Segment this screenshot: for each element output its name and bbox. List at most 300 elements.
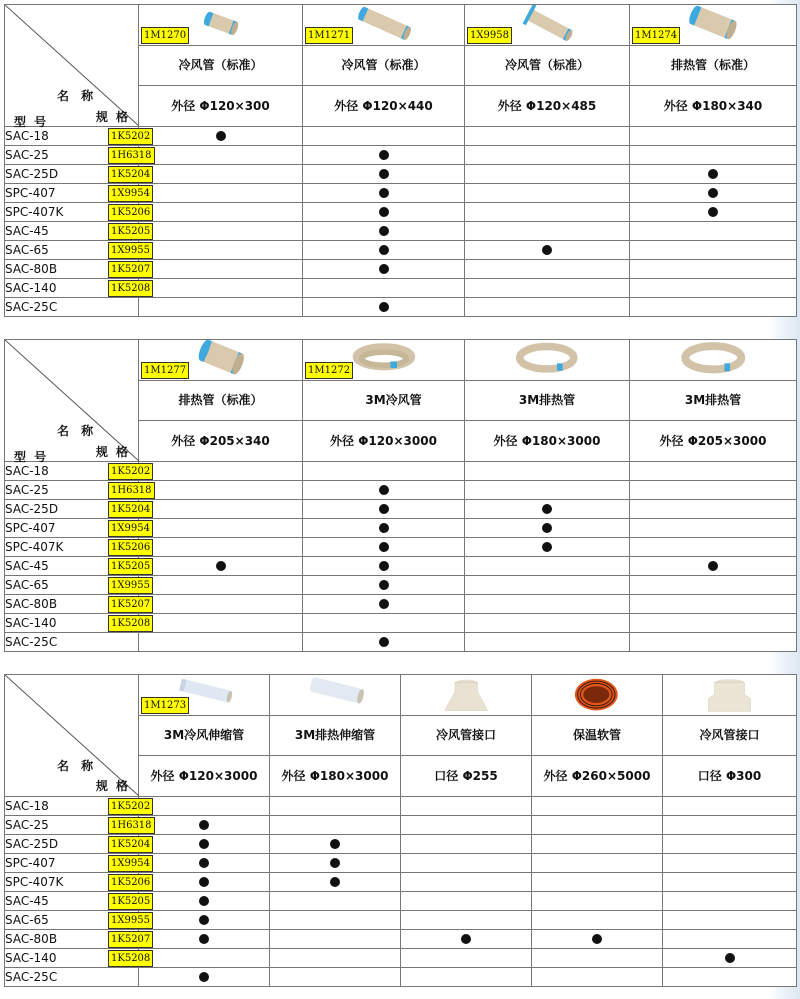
model-code: 1X9954: [108, 185, 153, 202]
model-name: SAC-25C: [5, 300, 58, 314]
name-label: 名 称: [57, 424, 98, 438]
compat-cell: [303, 127, 465, 146]
compat-cell: [139, 222, 303, 241]
product-name: 冷风管（标准）: [139, 45, 303, 86]
compat-cell: [663, 835, 797, 854]
compat-cell: [465, 595, 630, 614]
compat-cell: [465, 481, 630, 500]
name-label: 名 称: [57, 89, 98, 103]
compatible-dot-icon: [379, 169, 389, 179]
compat-cell: [270, 949, 401, 968]
compatible-dot-icon: [542, 523, 552, 533]
compat-cell: [630, 279, 797, 298]
compat-cell: [663, 816, 797, 835]
model-cell: [5, 576, 150, 595]
model-name: SAC-25D: [5, 502, 59, 516]
table-row: [5, 633, 797, 652]
compat-cell: [465, 279, 630, 298]
model-name: SAC-25C: [5, 970, 58, 984]
compatible-dot-icon: [379, 523, 389, 533]
model-cell: [5, 854, 150, 873]
compat-cell: [630, 260, 797, 279]
product-image-cell: [630, 5, 797, 46]
compat-cell: [401, 911, 532, 930]
compat-cell: [401, 816, 532, 835]
table-row: [5, 279, 797, 298]
model-name: SAC-45: [5, 224, 49, 238]
model-name: SAC-25D: [5, 167, 59, 181]
model-name: SPC-407K: [5, 205, 64, 219]
product-name: 冷风管（标准）: [303, 45, 465, 86]
insulated-flexible-hose-icon: [532, 675, 662, 715]
product-code: 1M1271: [305, 27, 353, 44]
product-name: 保温软管: [532, 715, 663, 756]
compat-cell: [630, 165, 797, 184]
compat-cell: [630, 222, 797, 241]
compat-cell: [401, 873, 532, 892]
compat-cell: [465, 127, 630, 146]
compatible-dot-icon: [379, 542, 389, 552]
compatible-dot-icon: [379, 580, 389, 590]
compat-cell: [303, 279, 465, 298]
model-code: 1X9955: [108, 912, 153, 929]
table-row: [5, 557, 797, 576]
model-name: SAC-25C: [5, 635, 58, 649]
model-name: SPC-407: [5, 521, 56, 535]
compatible-dot-icon: [379, 264, 389, 274]
product-image-cell: [270, 675, 401, 716]
product-name: 冷风管（标准）: [465, 45, 630, 86]
compat-cell: [270, 835, 401, 854]
table-row: [5, 873, 797, 892]
compat-cell: [532, 816, 663, 835]
model-code: 1K5206: [108, 874, 153, 891]
compatible-dot-icon: [725, 953, 735, 963]
model-code: 1K5204: [108, 836, 153, 853]
compat-cell: [532, 892, 663, 911]
compat-cell: [630, 203, 797, 222]
model-code: 1H6318: [108, 482, 155, 499]
table-row: [5, 854, 797, 873]
table-row: [5, 241, 797, 260]
model-cell: [5, 500, 151, 519]
compat-cell: [303, 184, 465, 203]
model-code: 1X9955: [108, 242, 153, 259]
compatible-dot-icon: [379, 637, 389, 647]
model-cell: [5, 481, 152, 500]
product-spec: 外径 Φ205×340: [139, 421, 303, 462]
product-image-cell: [139, 340, 303, 381]
model-name: SAC-18: [5, 799, 49, 813]
compat-cell: [303, 462, 465, 481]
model-name: SAC-25: [5, 818, 49, 832]
compat-cell: [139, 298, 303, 317]
compat-cell: [139, 595, 303, 614]
product-spec: 外径 Φ120×440: [303, 86, 465, 127]
compat-cell: [630, 184, 797, 203]
model-code: 1K5202: [108, 128, 153, 145]
compat-cell: [401, 797, 532, 816]
product-code: 1X9958: [467, 27, 512, 44]
model-code: 1K5202: [108, 798, 153, 815]
model-name: SPC-407K: [5, 540, 64, 554]
compat-cell: [139, 538, 303, 557]
compat-cell: [630, 146, 797, 165]
compatible-dot-icon: [379, 561, 389, 571]
compat-cell: [270, 892, 401, 911]
compat-cell: [630, 557, 797, 576]
compat-cell: [630, 633, 797, 652]
model-code: 1H6318: [108, 817, 155, 834]
model-cell: [5, 835, 151, 854]
model-name: SAC-45: [5, 894, 49, 908]
compatible-dot-icon: [199, 820, 209, 830]
compat-cell: [303, 633, 465, 652]
compat-cell: [139, 500, 303, 519]
compat-cell: [303, 298, 465, 317]
compatible-dot-icon: [199, 934, 209, 944]
compat-cell: [401, 835, 532, 854]
compat-cell: [630, 481, 797, 500]
compat-cell: [630, 519, 797, 538]
compat-cell: [465, 241, 630, 260]
product-spec: 外径 Φ205×3000: [630, 421, 797, 462]
model-code: 1K5204: [108, 501, 153, 518]
compat-cell: [139, 203, 303, 222]
model-cell: [5, 892, 151, 911]
model-cell: [5, 184, 150, 203]
exhaust-extension-tube-icon: [270, 675, 400, 715]
model-name: SAC-25D: [5, 837, 59, 851]
compat-cell: [139, 911, 270, 930]
product-image-cell: [630, 340, 797, 381]
compatibility-table-3: [4, 674, 797, 987]
compat-cell: [401, 968, 532, 987]
cold-air-duct-adapter-icon: [401, 675, 531, 715]
compatible-dot-icon: [199, 896, 209, 906]
model-cell: [5, 165, 151, 184]
compat-cell: [663, 968, 797, 987]
compatible-dot-icon: [379, 599, 389, 609]
compatible-dot-icon: [708, 169, 718, 179]
table-row: [5, 127, 797, 146]
compatible-dot-icon: [592, 934, 602, 944]
compat-cell: [303, 614, 465, 633]
model-cell: [5, 298, 139, 317]
compat-cell: [270, 930, 401, 949]
model-code: 1K5205: [108, 223, 153, 240]
compat-cell: [139, 462, 303, 481]
compatible-dot-icon: [542, 245, 552, 255]
compat-cell: [139, 481, 303, 500]
product-name: 3M冷风管: [303, 380, 465, 421]
product-image-cell: [303, 340, 465, 381]
product-spec: 外径 Φ120×3000: [303, 421, 465, 462]
model-name: SPC-407: [5, 186, 56, 200]
compat-cell: [630, 595, 797, 614]
compat-cell: [303, 146, 465, 165]
product-spec: 口径 Φ300: [663, 756, 797, 797]
compat-cell: [303, 165, 465, 184]
compat-cell: [465, 203, 630, 222]
model-code: 1K5207: [108, 261, 153, 278]
compat-cell: [303, 557, 465, 576]
product-image-cell: [303, 5, 465, 46]
product-spec: 外径 Φ180×3000: [270, 756, 401, 797]
compatible-dot-icon: [330, 858, 340, 868]
compat-cell: [303, 595, 465, 614]
product-image-cell: [401, 675, 532, 716]
compat-cell: [303, 260, 465, 279]
model-name: SAC-140: [5, 281, 57, 295]
model-name: SAC-25: [5, 483, 49, 497]
compat-cell: [663, 797, 797, 816]
compat-cell: [630, 127, 797, 146]
compat-cell: [139, 576, 303, 595]
product-code: 1M1272: [305, 362, 353, 379]
product-spec: 外径 Φ180×340: [630, 86, 797, 127]
model-cell: [5, 797, 151, 816]
compat-cell: [663, 949, 797, 968]
model-code: 1K5205: [108, 893, 153, 910]
model-cell: [5, 873, 151, 892]
product-name: 冷风管接口: [401, 715, 532, 756]
compat-cell: [532, 968, 663, 987]
compatible-dot-icon: [379, 504, 389, 514]
compat-cell: [139, 146, 303, 165]
product-spec: 外径 Φ260×5000: [532, 756, 663, 797]
compat-cell: [465, 538, 630, 557]
product-spec: 外径 Φ120×300: [139, 86, 303, 127]
compat-cell: [401, 930, 532, 949]
compatible-dot-icon: [216, 561, 226, 571]
table-row: [5, 538, 797, 557]
compatible-dot-icon: [379, 226, 389, 236]
model-code: 1K5208: [108, 950, 153, 967]
compat-cell: [401, 854, 532, 873]
spec-label: 规 格: [95, 445, 130, 459]
model-cell: [5, 203, 151, 222]
table-row: [5, 146, 797, 165]
compat-cell: [401, 949, 532, 968]
product-code: 1M1273: [141, 697, 189, 714]
table-row: [5, 165, 797, 184]
table-row: [5, 260, 797, 279]
compat-cell: [465, 146, 630, 165]
compat-cell: [465, 298, 630, 317]
table-row: [5, 614, 797, 633]
compat-cell: [139, 614, 303, 633]
compat-cell: [630, 462, 797, 481]
model-cell: [5, 222, 151, 241]
compatible-dot-icon: [199, 972, 209, 982]
product-spec: 口径 Φ255: [401, 756, 532, 797]
compat-cell: [139, 816, 270, 835]
compatible-dot-icon: [708, 188, 718, 198]
compat-cell: [532, 949, 663, 968]
model-name: SAC-65: [5, 243, 49, 257]
compat-cell: [139, 557, 303, 576]
compat-cell: [139, 165, 303, 184]
compatible-dot-icon: [461, 934, 471, 944]
model-cell: [5, 146, 152, 165]
compatible-dot-icon: [199, 877, 209, 887]
compatible-dot-icon: [379, 150, 389, 160]
table-row: [5, 892, 797, 911]
compat-cell: [630, 298, 797, 317]
product-spec: 外径 Φ120×3000: [139, 756, 270, 797]
compat-cell: [139, 854, 270, 873]
model-name: SAC-25: [5, 148, 49, 162]
compat-cell: [465, 184, 630, 203]
compat-cell: [139, 279, 303, 298]
compat-cell: [401, 892, 532, 911]
compat-cell: [465, 462, 630, 481]
compatible-dot-icon: [379, 302, 389, 312]
model-name: SAC-18: [5, 464, 49, 478]
compat-cell: [139, 184, 303, 203]
table-row: [5, 949, 797, 968]
compat-cell: [139, 241, 303, 260]
model-code: 1K5208: [108, 615, 153, 632]
model-code: 1K5207: [108, 596, 153, 613]
table-row: [5, 519, 797, 538]
table-row: [5, 576, 797, 595]
model-code: 1K5208: [108, 280, 153, 297]
compatible-dot-icon: [199, 858, 209, 868]
compatibility-table-2: [4, 339, 797, 652]
compat-cell: [303, 519, 465, 538]
compat-cell: [303, 538, 465, 557]
compatible-dot-icon: [379, 245, 389, 255]
compat-cell: [465, 557, 630, 576]
compat-cell: [139, 930, 270, 949]
model-code: 1K5207: [108, 931, 153, 948]
product-spec: 外径 Φ180×3000: [465, 421, 630, 462]
compat-cell: [532, 911, 663, 930]
table-row: [5, 203, 797, 222]
model-cell: [5, 930, 151, 949]
coiled-exhaust-hose-icon: [630, 340, 796, 380]
compat-cell: [465, 519, 630, 538]
compat-cell: [630, 538, 797, 557]
corner-labels-3: [4, 777, 138, 794]
model-cell: [5, 595, 151, 614]
model-cell: [5, 816, 152, 835]
compat-cell: [630, 614, 797, 633]
product-image-cell: [663, 675, 797, 716]
model-cell: [5, 260, 151, 279]
compat-cell: [532, 835, 663, 854]
compatible-dot-icon: [216, 131, 226, 141]
model-name: SPC-407K: [5, 875, 64, 889]
model-name: SAC-80B: [5, 597, 58, 611]
compat-cell: [139, 949, 270, 968]
model-name: SAC-140: [5, 616, 57, 630]
product-name: 3M排热管: [630, 380, 797, 421]
spec-label: 规 格: [95, 779, 130, 793]
table-row: [5, 481, 797, 500]
table-row: [5, 968, 797, 987]
product-spec: 外径 Φ120×485: [465, 86, 630, 127]
compat-cell: [270, 854, 401, 873]
compat-cell: [532, 873, 663, 892]
compat-cell: [139, 873, 270, 892]
product-name: 3M冷风伸缩管: [139, 715, 270, 756]
compat-cell: [270, 873, 401, 892]
compat-cell: [663, 854, 797, 873]
model-code: 1K5204: [108, 166, 153, 183]
compat-cell: [270, 968, 401, 987]
product-name: 排热管（标准）: [630, 45, 797, 86]
compatible-dot-icon: [199, 915, 209, 925]
product-image-cell: [139, 5, 303, 46]
compat-cell: [303, 481, 465, 500]
model-name: SAC-65: [5, 578, 49, 592]
compat-cell: [270, 816, 401, 835]
compat-cell: [303, 203, 465, 222]
model-code: 1K5206: [108, 539, 153, 556]
product-code: 1M1274: [632, 27, 680, 44]
product-name: 3M排热管: [465, 380, 630, 421]
product-image-cell: [465, 5, 630, 46]
model-cell: [5, 949, 151, 968]
compatible-dot-icon: [379, 485, 389, 495]
model-cell: [5, 279, 151, 298]
table-row: [5, 184, 797, 203]
table-row: [5, 930, 797, 949]
compat-cell: [303, 576, 465, 595]
compat-cell: [303, 241, 465, 260]
product-image-cell: [139, 675, 270, 716]
table-row: [5, 462, 797, 481]
compatible-dot-icon: [379, 188, 389, 198]
table-row: [5, 797, 797, 816]
compat-cell: [630, 241, 797, 260]
compat-cell: [139, 260, 303, 279]
table-row: [5, 500, 797, 519]
model-cell: [5, 557, 151, 576]
compatible-dot-icon: [708, 561, 718, 571]
compat-cell: [663, 892, 797, 911]
model-cell: [5, 519, 150, 538]
model-code: 1X9954: [108, 855, 153, 872]
model-name: SAC-140: [5, 951, 57, 965]
compat-cell: [532, 930, 663, 949]
model-code: 1K5202: [108, 463, 153, 480]
compatible-dot-icon: [379, 207, 389, 217]
compat-cell: [270, 911, 401, 930]
model-cell: [5, 614, 151, 633]
model-label-2: 型 号: [14, 450, 49, 464]
product-name: 排热管（标准）: [139, 380, 303, 421]
compatible-dot-icon: [542, 542, 552, 552]
model-name: SAC-45: [5, 559, 49, 573]
model-name: SAC-65: [5, 913, 49, 927]
model-cell: [5, 241, 150, 260]
compat-cell: [465, 576, 630, 595]
compat-cell: [465, 614, 630, 633]
model-name: SAC-80B: [5, 932, 58, 946]
compat-cell: [663, 911, 797, 930]
compat-cell: [303, 222, 465, 241]
model-code: 1K5206: [108, 204, 153, 221]
model-cell: [5, 911, 150, 930]
model-name: SPC-407: [5, 856, 56, 870]
compat-cell: [465, 633, 630, 652]
compatible-dot-icon: [330, 877, 340, 887]
model-cell: [5, 968, 139, 987]
